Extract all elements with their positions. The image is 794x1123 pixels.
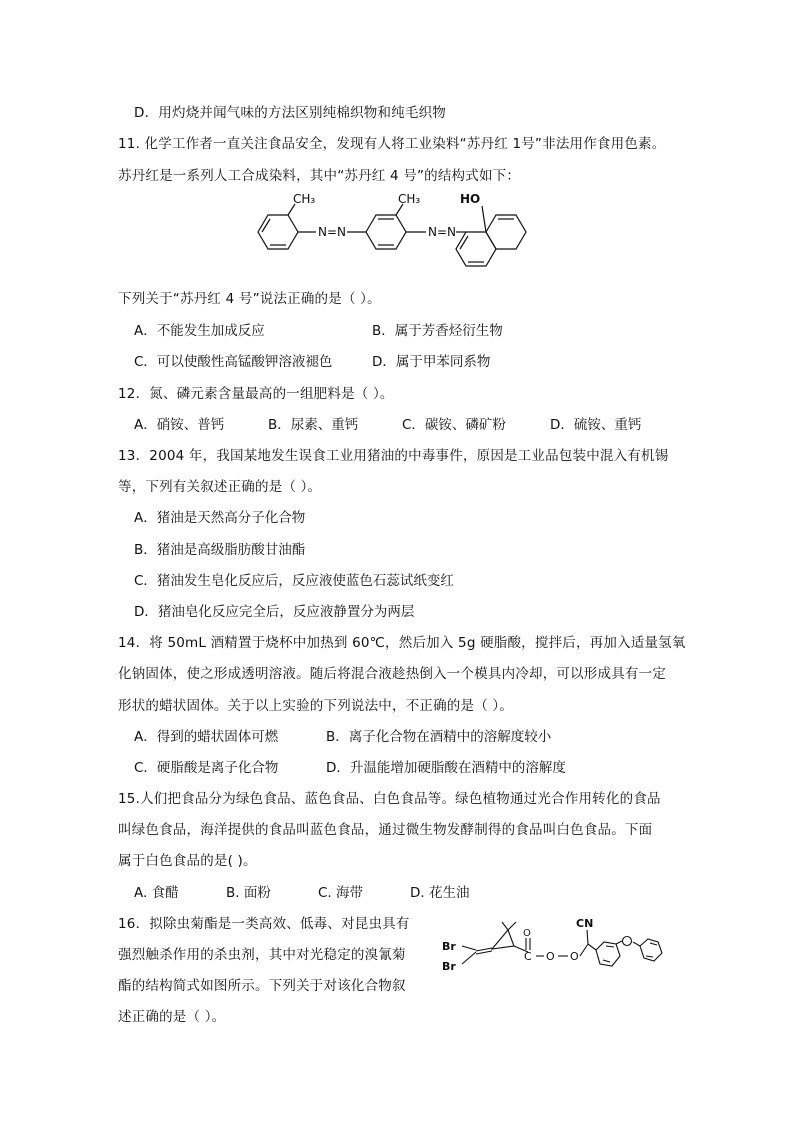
q11-option-a: A．不能发生加成反应 — [134, 323, 265, 339]
q11-question: 下列关于“苏丹红 4 号”说法正确的是（ ）。 — [118, 291, 381, 307]
q16-stem-line-3: 酯的结构简式如图所示。下列关于对该化合物叙 — [118, 978, 406, 994]
q10-option-d: D．用灼烧并闻气味的方法区别纯棉织物和纯毛织物 — [134, 105, 446, 121]
q15-option-a: A. 食醋 — [134, 885, 179, 901]
azo-label-2: N=N — [428, 225, 457, 239]
ether-oxygen-ring-mark — [623, 937, 632, 946]
ester-oxygen-label: O — [546, 950, 555, 963]
q15-option-d: D. 花生油 — [410, 885, 470, 901]
q16-stem-line-4: 述正确的是（ ）。 — [118, 1009, 226, 1025]
methyl-label-1: CH₃ — [293, 192, 316, 206]
q14-option-d: D．升温能增加硬脂酸在酒精中的溶解度 — [326, 760, 566, 776]
q13-option-d: D．猪油皂化反应完全后，反应液静置分为两层 — [134, 604, 415, 620]
q14-stem-line-2: 化钠固体，使之形成透明溶液。随后将混合液趁热倒入一个模具内冷却，可以形成具有一定 — [118, 666, 666, 682]
q12-option-b: B．尿素、重钙 — [268, 417, 359, 433]
q13-stem-line-2: 等，下列有关叙述正确的是（ ）。 — [118, 479, 322, 495]
azo-label-1: N=N — [318, 225, 347, 239]
deltamethrin-structure — [440, 908, 680, 988]
q12-option-c: C．碳铵、磷矿粉 — [402, 417, 506, 433]
bromo-label-1: Br — [442, 940, 456, 953]
q14-option-b: B．离子化合物在酒精中的溶解度较小 — [326, 729, 552, 745]
q15-option-b: B. 面粉 — [226, 885, 271, 901]
methyl-label-2: CH₃ — [398, 192, 421, 206]
carbonyl-oxygen-label: O — [523, 928, 531, 939]
q16-stem-line-2: 强烈触杀作用的杀虫剂，其中对光稳定的溴氰菊 — [118, 947, 406, 963]
q12-stem: 12．氮、磷元素含量最高的一组肥料是（ ）。 — [118, 386, 394, 402]
q14-stem-line-1: 14．将 50mL 酒精置于烧杯中加热到 60℃，然后加入 5g 硬脂酸，搅拌后，再加入适量氢氧 — [118, 635, 686, 651]
q11-stem-line-2: 苏丹红是一系列人工合成染料，其中“苏丹红 4 号”的结构式如下： — [118, 168, 521, 184]
bromo-label-2: Br — [442, 960, 456, 973]
q15-stem-line-2: 叫绿色食品，海洋提供的食品叫蓝色食品，通过微生物发酵制得的食品叫白色食品。下面 — [118, 822, 653, 838]
q11-option-d: D．属于甲苯同系物 — [372, 354, 491, 370]
q11-option-c: C．可以使酸性高锰酸钾溶液褪色 — [134, 354, 333, 370]
q16-stem-line-1: 16．拟除虫菊酯是一类高效、低毒、对昆虫具有 — [118, 916, 410, 932]
q14-option-c: C．硬脂酸是离子化合物 — [134, 760, 279, 776]
sudan-red-4-structure — [248, 186, 538, 286]
q12-option-a: A．硝铵、普钙 — [134, 417, 225, 433]
cyano-label: CN — [576, 917, 594, 930]
q15-stem-line-3: 属于白色食品的是( )。 — [118, 853, 257, 869]
q14-stem-line-3: 形状的蜡状固体。关于以上实验的下列说法中，不正确的是（ ）。 — [118, 698, 514, 714]
q11-stem-line-1: 11. 化学工作者一直关注食品安全，发现有人将工业染料“苏丹红 1号”非法用作食用色素。 — [118, 136, 666, 152]
q13-option-a: A．猪油是天然高分子化合物 — [134, 510, 306, 526]
q15-option-c: C. 海带 — [318, 885, 364, 901]
ether-oxygen-label-1: O — [570, 950, 579, 963]
q11-option-b: B．属于芳香烃衍生物 — [372, 323, 503, 339]
q13-option-b: B．猪油是高级脂肪酸甘油酯 — [134, 542, 306, 558]
carbonyl-carbon-label: C — [524, 950, 532, 963]
q12-option-d: D．硫铵、重钙 — [550, 417, 642, 433]
q14-option-a: A．得到的蜡状固体可燃 — [134, 729, 279, 745]
q15-stem-line-1: 15.人们把食品分为绿色食品、蓝色食品、白色食品等。绿色植物通过光合作用转化的食品 — [118, 791, 661, 807]
q13-stem-line-1: 13．2004 年，我国某地发生误食工业用猪油的中毒事件，原因是工业品包装中混入有机锡 — [118, 448, 669, 464]
hydroxyl-label: HO — [460, 192, 481, 206]
q13-option-c: C．猪油发生皂化反应后，反应液使蓝色石蕊试纸变红 — [134, 573, 454, 589]
